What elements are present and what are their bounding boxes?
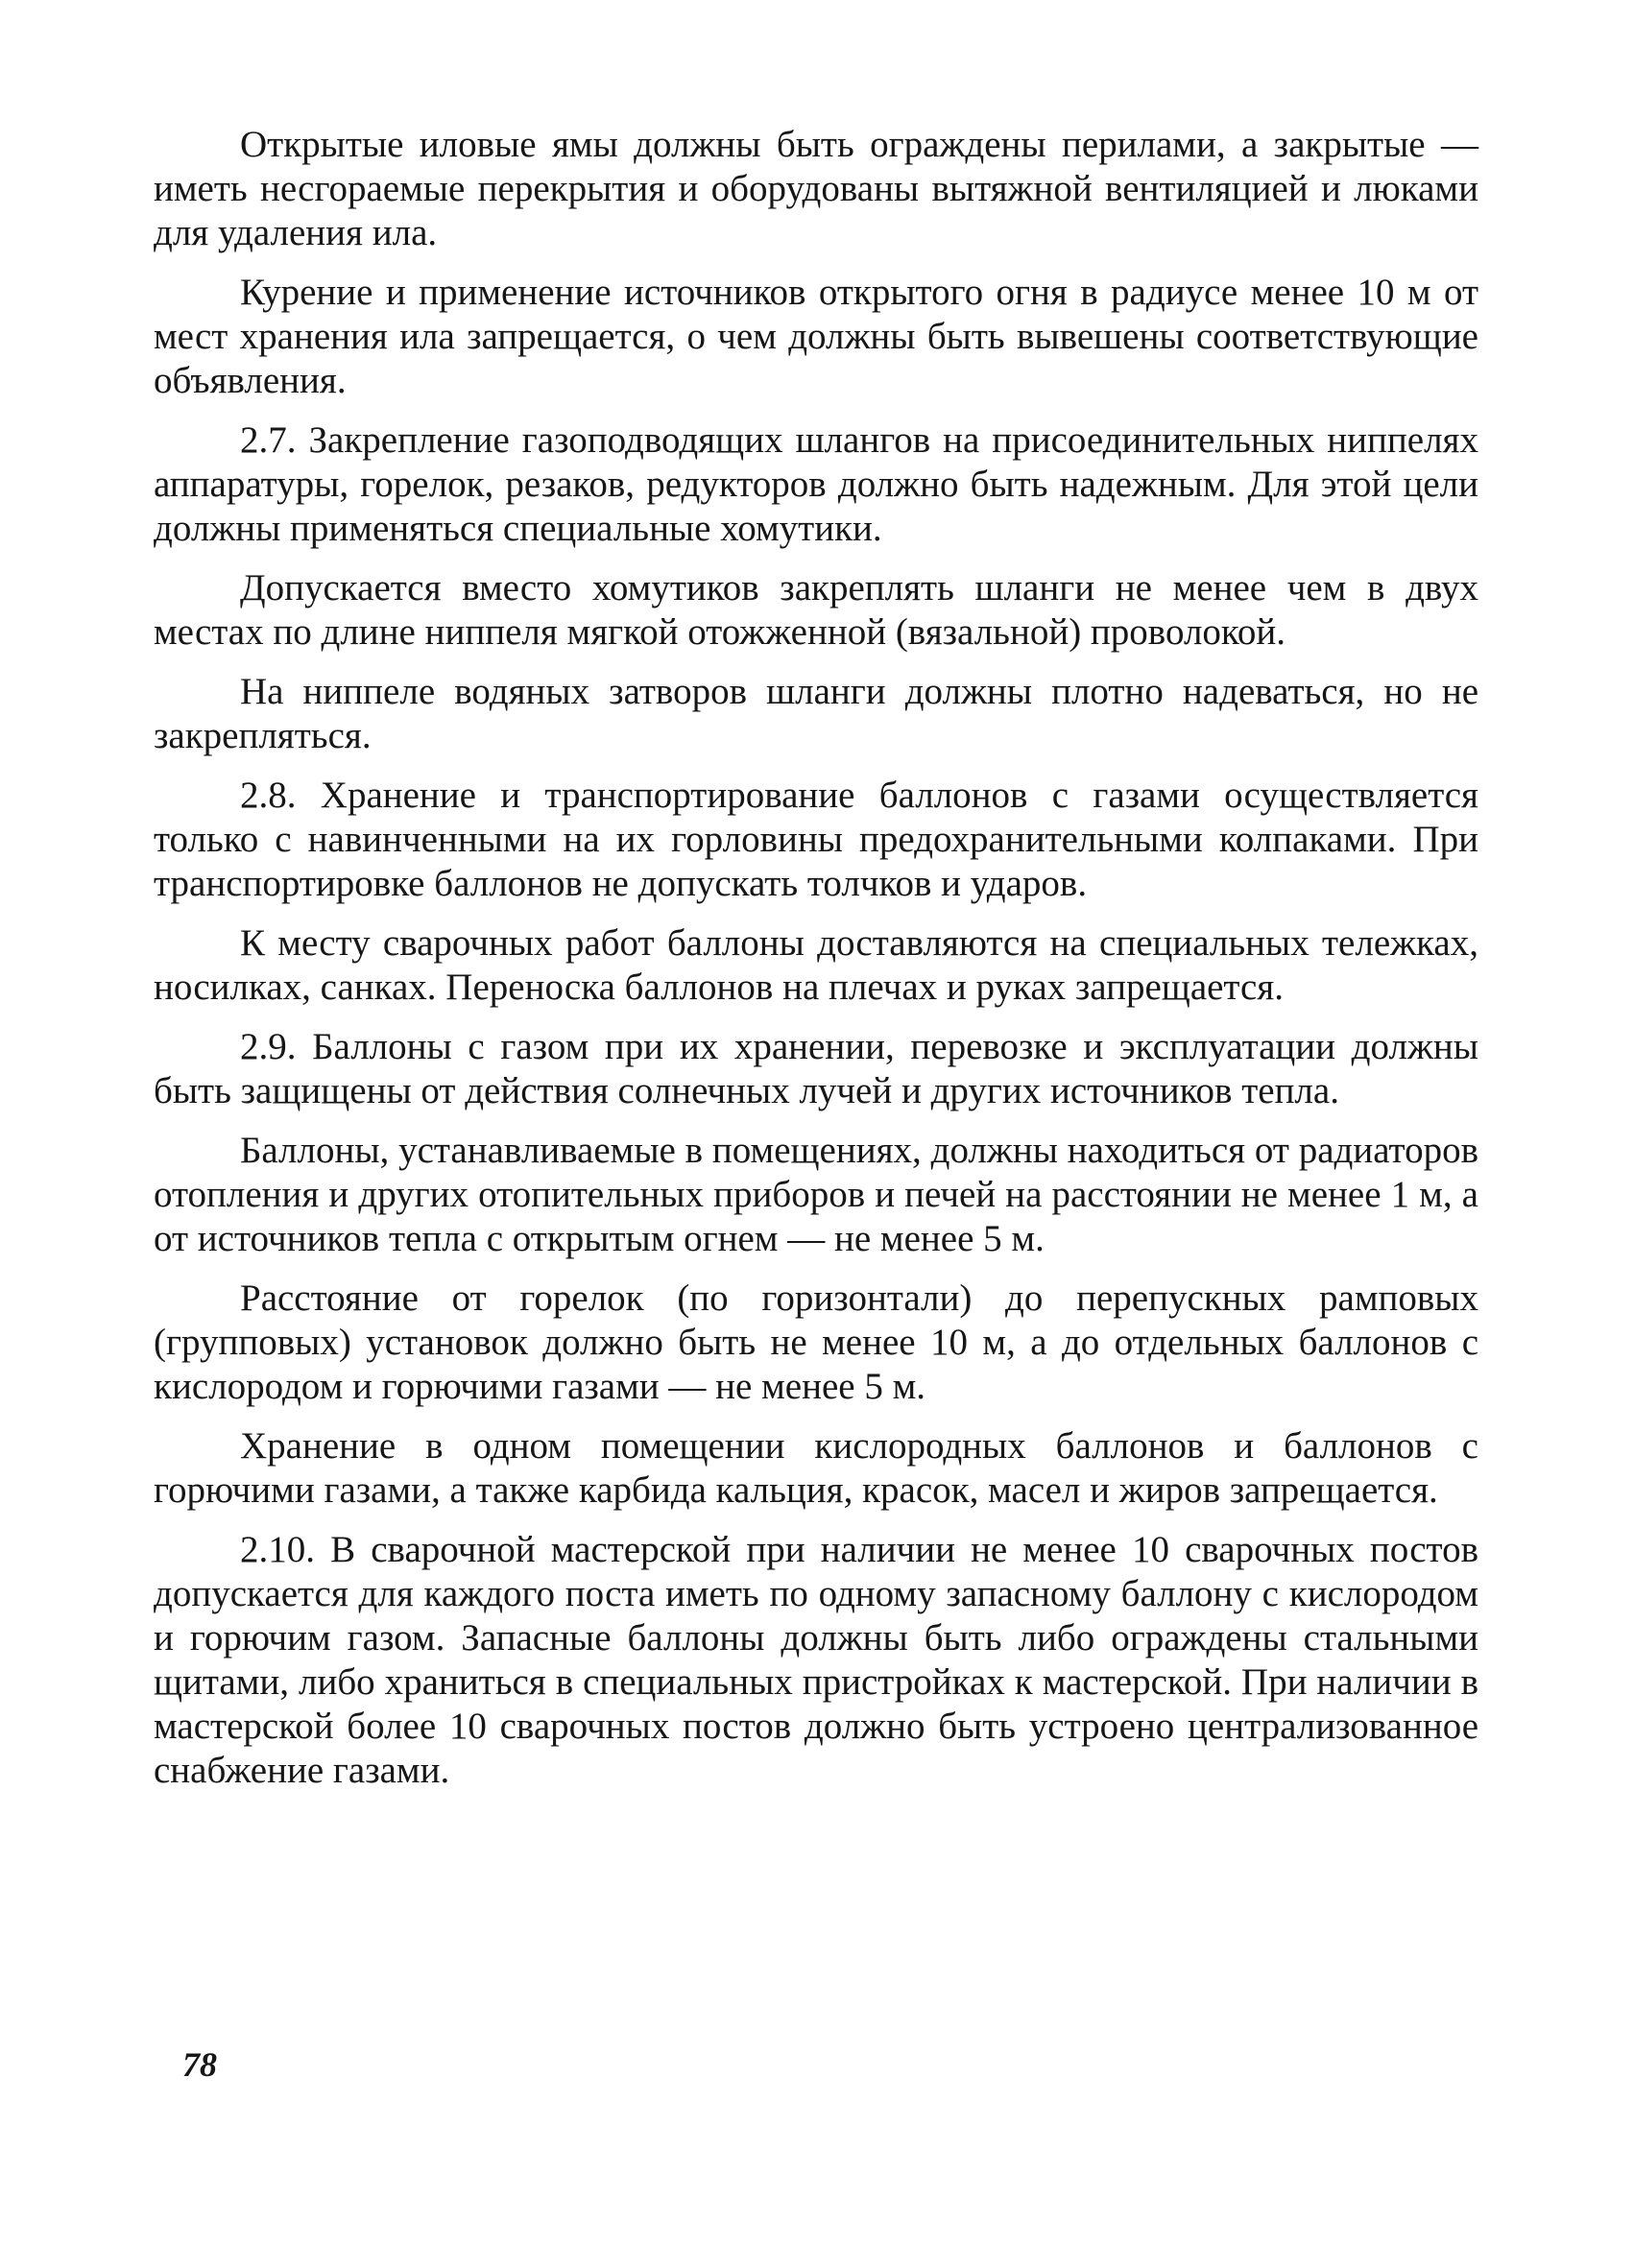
paragraph-burner-distance: Расстояние от горелок (по горизонтали) до перепускных рамповых (групповых) установок должно быть не менее 10 м, а до отдельных баллонов с кислородом и горючими газами — не менее 5 м. bbox=[154, 1277, 1478, 1407]
paragraph-2-10-spare-cylinders: 2.10. В сварочной мастерской при наличии не менее 10 сварочных постов допускается для каждого поста иметь по одному запасному баллону с кислородом и горючим газом. Запасные баллоны должны быть либо ограждены стальными щитами, либо храниться в специальных пристройках к мастерской. При наличии в мастерской более 10 сварочных постов должно быть устроено централизованное снабжение газами. bbox=[154, 1529, 1478, 1791]
page-number: 78 bbox=[182, 2045, 217, 2084]
paragraph-water-seals: На ниппеле водяных затворов шланги должны плотно надеваться, но не закрепляться. bbox=[154, 671, 1478, 756]
paragraph-wire-fastening: Допускается вместо хомутиков закреплять шланги не менее чем в двух местах по длине ниппеля мягкой отожженной (вязальной) проволокой. bbox=[154, 567, 1478, 653]
body-text bbox=[154, 123, 1478, 1808]
paragraph-smoking-ban: Курение и применение источников открытого огня в радиусе менее 10 м от мест хранения ила запрещается, о чем должны быть вывешены соответствующие объявления. bbox=[154, 272, 1478, 401]
paragraph-indoor-distance: Баллоны, устанавливаемые в помещениях, должны находиться от радиаторов отопления и других отопительных приборов и печей на расстоянии не менее 1 м, а от источников тепла с открытым огнем — не менее 5 м. bbox=[154, 1130, 1478, 1259]
paragraph-2-7-hose-fastening: 2.7. Закрепление газоподводящих шлангов на присоединительных ниппелях аппаратуры, горелок, резаков, редукторов должно быть надежным. Для этой цели должны применяться специальные хомутики. bbox=[154, 419, 1478, 549]
paragraph-cylinder-delivery: К месту сварочных работ баллоны доставляются на специальных тележках, носилках, санках. Переноска баллонов на плечах и руках запрещается. bbox=[154, 922, 1478, 1008]
paragraph-2-9-heat-protection: 2.9. Баллоны с газом при их хранении, перевозке и эксплуатации должны быть защищены от действия солнечных лучей и других источников тепла. bbox=[154, 1026, 1478, 1111]
paragraph-2-8-cylinder-storage: 2.8. Хранение и транспортирование баллонов с газами осуществляется только с навинченными на их горловины предохранительными колпаками. При транспортировке баллонов не допускать толчков и ударов. bbox=[154, 775, 1478, 904]
paragraph-joint-storage-ban: Хранение в одном помещении кислородных баллонов и баллонов с горючими газами, а также карбида кальция, красок, масел и жиров запрещается. bbox=[154, 1425, 1478, 1511]
paragraph-sludge-pits: Открытые иловые ямы должны быть ограждены перилами, а закрытые — иметь несгораемые перекрытия и оборудованы вытяжной вентиляцией и люками для удаления ила. bbox=[154, 124, 1478, 253]
